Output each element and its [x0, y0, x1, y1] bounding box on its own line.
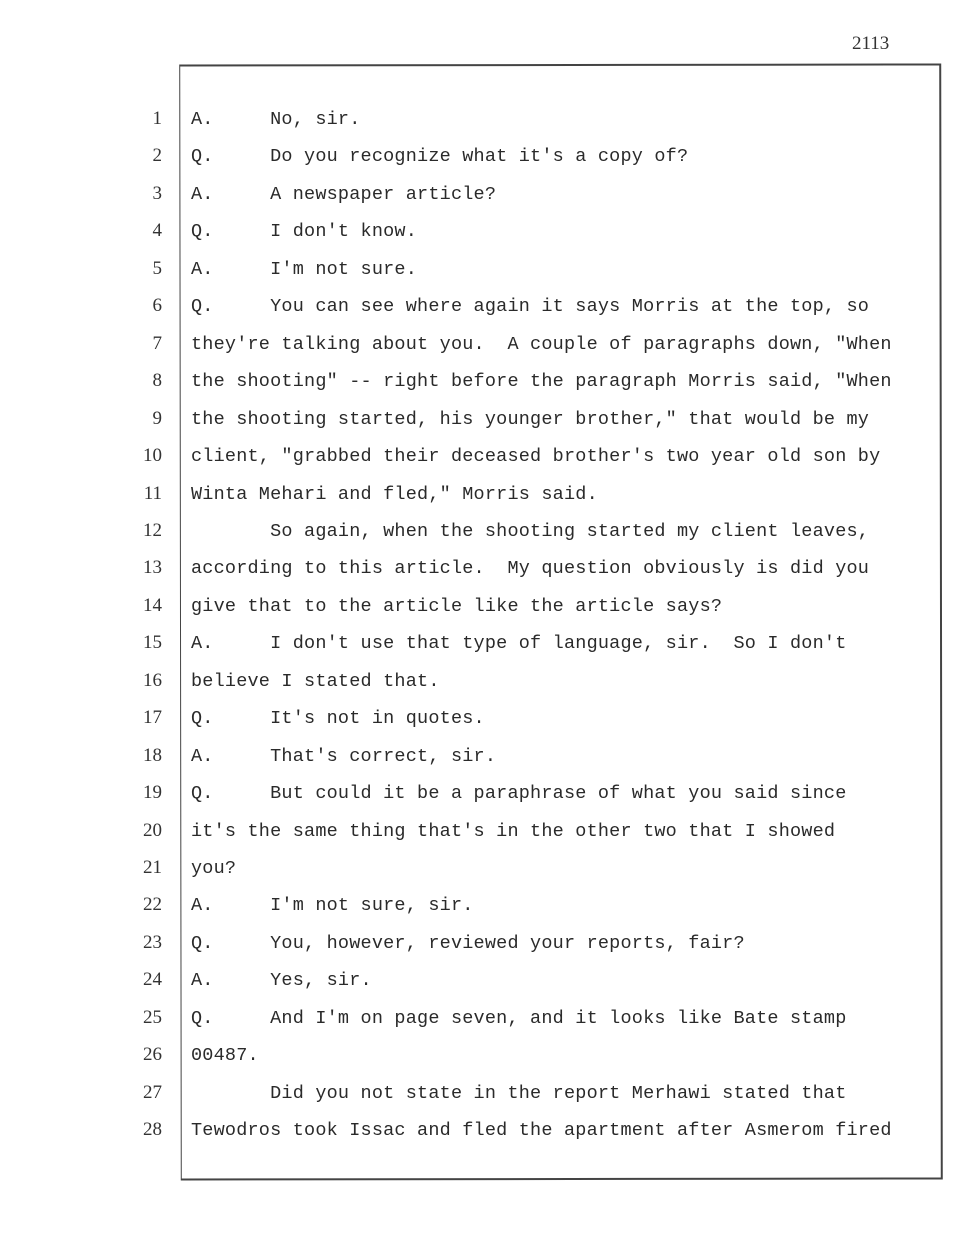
line-number: 17 [143, 707, 162, 728]
transcript-line: the shooting started, his younger brother," that would be my [191, 409, 870, 430]
transcript-line: A. I'm not sure, sir. [191, 895, 474, 916]
transcript-line: 00487. [191, 1045, 259, 1066]
transcript-line: So again, when the shooting started my client leaves, [191, 521, 870, 542]
transcript-line: Did you not state in the report Merhawi stated that [191, 1083, 847, 1104]
transcript-line: A. A newspaper article? [191, 184, 497, 205]
line-number: 18 [143, 745, 162, 766]
line-number: 23 [143, 932, 162, 953]
transcript-line: client, "grabbed their deceased brother's two year old son by [191, 446, 881, 467]
line-number: 22 [143, 894, 162, 915]
transcript-line: they're talking about you. A couple of paragraphs down, "When [191, 334, 892, 355]
line-number: 7 [152, 333, 162, 354]
transcript-line: A. That's correct, sir. [191, 746, 497, 767]
transcript-line: Q. And I'm on page seven, and it looks like Bate stamp [191, 1008, 847, 1029]
transcript-line: Tewodros took Issac and fled the apartment after Asmerom fired [191, 1120, 892, 1141]
line-number: 8 [152, 370, 162, 391]
transcript-line: A. I'm not sure. [191, 259, 418, 280]
transcript-line: you? [191, 858, 237, 879]
line-number: 6 [152, 295, 162, 316]
transcript-line: A. No, sir. [191, 109, 361, 130]
line-number: 16 [143, 670, 162, 691]
line-number: 14 [143, 595, 162, 616]
line-number: 4 [152, 220, 162, 241]
transcript-line: it's the same thing that's in the other two that I showed [191, 821, 836, 842]
line-number: 1 [152, 108, 162, 129]
line-number: 3 [152, 183, 162, 204]
transcript-line: Q. You, however, reviewed your reports, fair? [191, 933, 745, 954]
line-number: 28 [143, 1119, 162, 1140]
line-number: 12 [143, 520, 162, 541]
line-number: 10 [143, 445, 162, 466]
line-number: 2 [152, 145, 162, 166]
line-number: 19 [143, 782, 162, 803]
transcript-line: Q. But could it be a paraphrase of what you said since [191, 783, 847, 804]
line-number: 25 [143, 1007, 162, 1028]
line-number: 24 [143, 969, 162, 990]
line-number: 5 [152, 258, 162, 279]
line-number: 9 [152, 408, 162, 429]
transcript-line: A. Yes, sir. [191, 970, 372, 991]
line-number: 27 [143, 1082, 162, 1103]
transcript-line: the shooting" -- right before the paragraph Morris said, "When [191, 371, 892, 392]
transcript-line: according to this article. My question obviously is did you [191, 558, 870, 579]
transcript-line: Q. You can see where again it says Morris at the top, so [191, 296, 870, 317]
line-number: 21 [143, 857, 162, 878]
transcript-line: A. I don't use that type of language, sir. So I don't [191, 633, 847, 654]
line-number: 13 [143, 557, 162, 578]
transcript-line: Winta Mehari and fled," Morris said. [191, 484, 598, 505]
line-number: 26 [143, 1044, 162, 1065]
transcript-line: Q. It's not in quotes. [191, 708, 485, 729]
line-number: 11 [143, 483, 162, 504]
page-number: 2113 [852, 33, 890, 54]
line-number: 15 [143, 632, 162, 653]
transcript-line: believe I stated that. [191, 671, 440, 692]
transcript-line: Q. Do you recognize what it's a copy of? [191, 146, 689, 167]
transcript-line: give that to the article like the article says? [191, 596, 723, 617]
transcript-line: Q. I don't know. [191, 221, 418, 242]
line-number: 20 [143, 820, 162, 841]
